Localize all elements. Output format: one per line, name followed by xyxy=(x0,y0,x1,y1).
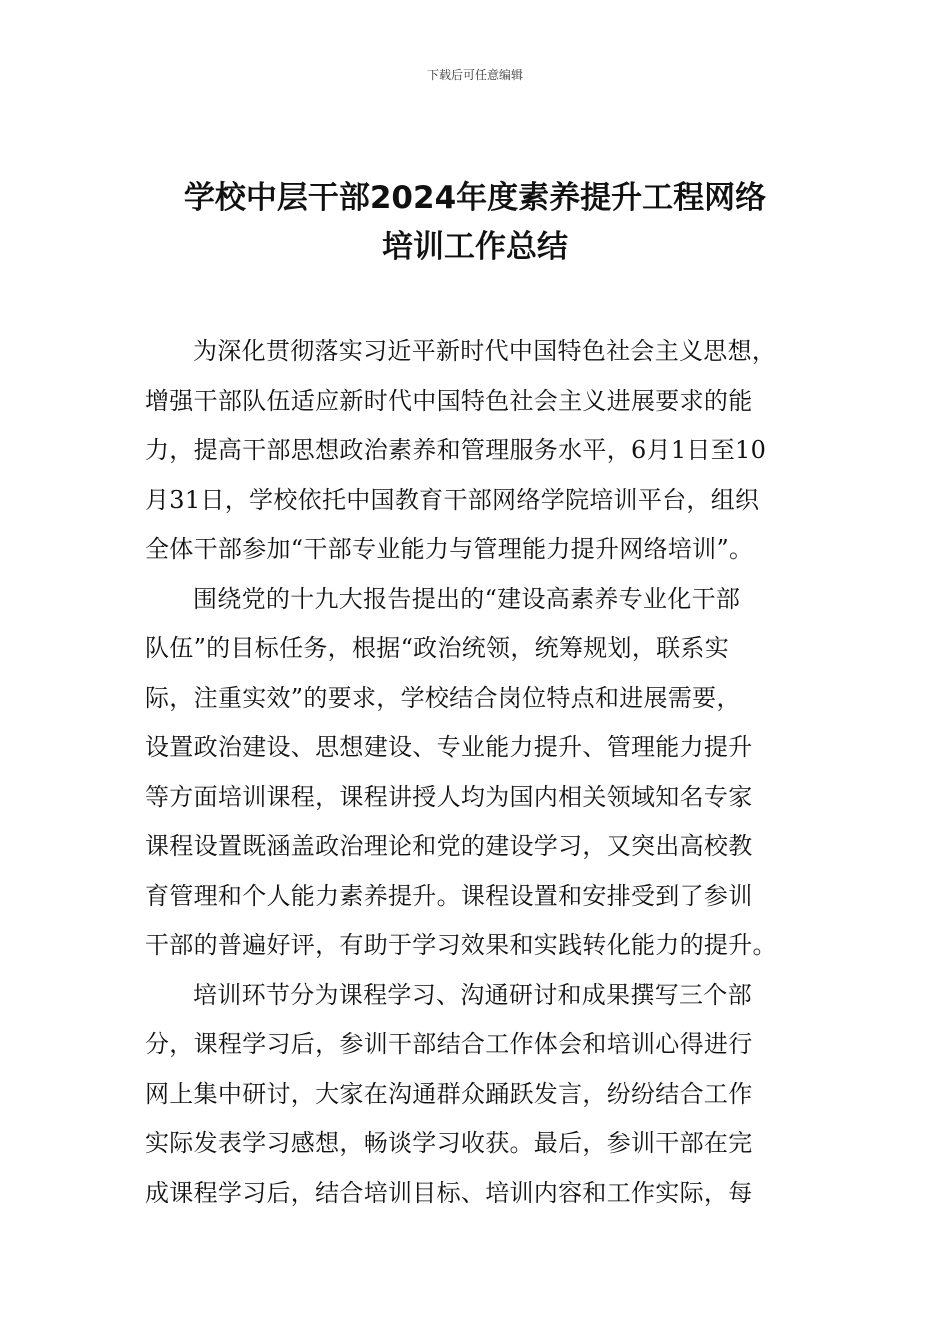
paragraph-line: 成课程学习后，结合培训目标、培训内容和工作实际，每 xyxy=(145,1178,753,1207)
paragraph-3 xyxy=(145,971,815,1219)
paragraph-line: 设置政治建设、思想建设、专业能力提升、管理能力提升 xyxy=(145,733,753,761)
paragraph-2 xyxy=(145,575,815,971)
document-body xyxy=(145,327,815,1218)
title-line-1: 学校中层干部2024年度素养提升工程网络 xyxy=(183,180,767,216)
paragraph-line: 培训环节分为课程学习、沟通研讨和成果撰写三个部 xyxy=(193,980,752,1009)
paragraph-line: 分，课程学习后，参训干部结合工作体会和培训心得进行 xyxy=(145,1030,753,1058)
title-line-2: 培训工作总结 xyxy=(382,229,568,265)
header-note: 下载后可任意编辑 xyxy=(426,68,523,82)
paragraph-line: 力，提高干部思想政治素养和管理服务水平，6月1日至10 xyxy=(145,436,767,464)
paragraph-line: 为深化贯彻落实习近平新时代中国特色社会主义思想， xyxy=(193,337,777,365)
paragraph-line: 实际发表学习感想，畅谈学习收获。最后，参训干部在完 xyxy=(145,1129,753,1157)
paragraph-line: 队伍”的目标任务，根据“政治统领，统筹规划，联系实 xyxy=(145,634,730,662)
paragraph-line: 围绕党的十九大报告提出的“建设高素养专业化干部 xyxy=(193,584,741,613)
paragraph-line: 育管理和个人能力素养提升。课程设置和安排受到了参训 xyxy=(145,881,753,910)
document-title xyxy=(130,174,820,272)
paragraph-line: 干部的普遍好评，有助于学习效果和实践转化能力的提升。 xyxy=(145,931,777,959)
paragraph-line: 全体干部参加“干部专业能力与管理能力提升网络培训”。 xyxy=(145,535,754,563)
paragraph-1 xyxy=(145,327,815,575)
paragraph-line: 际，注重实效”的要求，学校结合岗位特点和进展需要， xyxy=(145,683,741,712)
paragraph-line: 月31日，学校依托中国教育干部网络学院培训平台，组织 xyxy=(145,485,760,514)
paragraph-line: 课程设置既涵盖政治理论和党的建设学习，又突出高校教 xyxy=(145,832,753,860)
paragraph-line: 网上集中研讨，大家在沟通群众踊跃发言，纷纷结合工作 xyxy=(145,1079,753,1108)
paragraph-line: 等方面培训课程，课程讲授人均为国内相关领域知名专家 xyxy=(145,782,753,811)
paragraph-line: 增强干部队伍适应新时代中国特色社会主义进展要求的能 xyxy=(145,386,753,415)
